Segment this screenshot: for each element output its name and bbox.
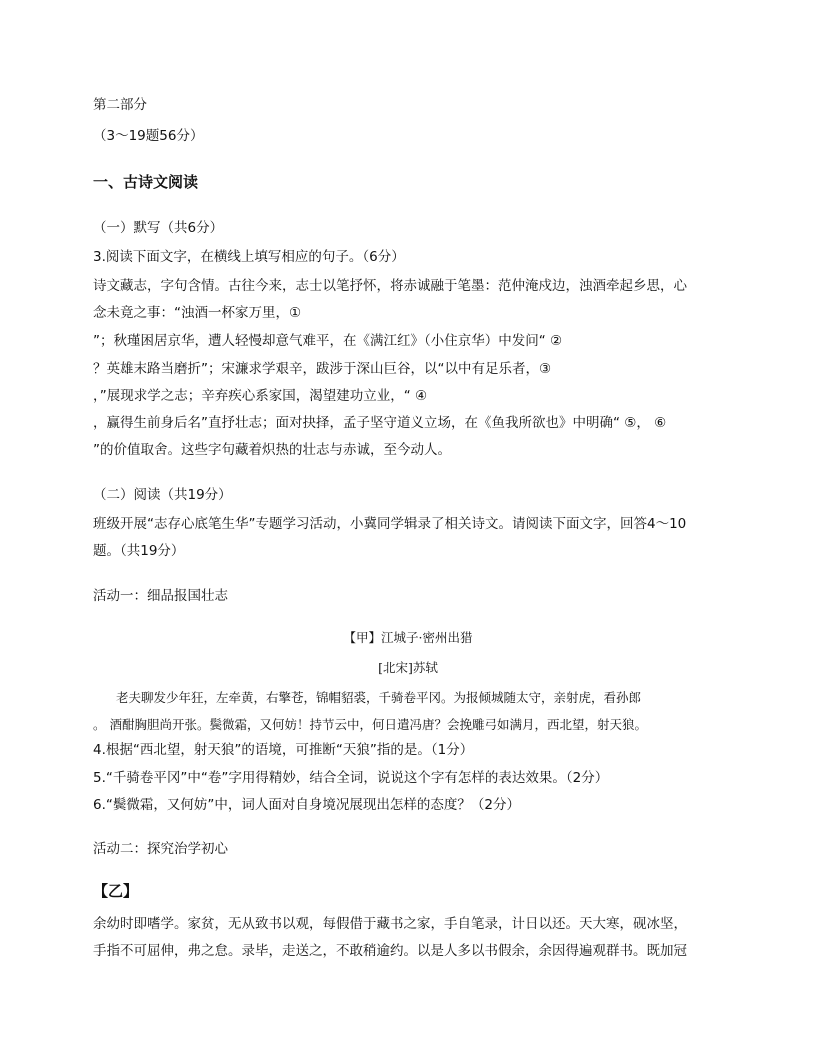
section-heading: 一、古诗文阅读 [93, 173, 199, 191]
part-range: （3～19题56分） [93, 128, 204, 144]
passage-line: 手指不可屈伸，弗之怠。录毕，走送之，不敢稍逾约。以是人多以书假余，余因得遍观群书。既加冠 [93, 943, 687, 959]
dictation-line: 念未竟之事：“浊酒一杯家万里，① [93, 305, 302, 321]
reading-intro: 题。（共19分） [93, 543, 185, 559]
reading-heading: （二）阅读（共19分） [93, 487, 232, 503]
poem-line: 。 酒酣胸胆尚开张。鬓微霜，又何妨！持节云中，何日遣冯唐？会挽雕弓如满月，西北望，射天狼。 [93, 717, 647, 732]
question-4: 4.根据“西北望，射天狼”的语境，可推断“天狼”指的是。（1分） [93, 742, 474, 758]
activity2-title: 活动二：探究治学初心 [93, 841, 228, 857]
activity1-title: 活动一：细品报国壮志 [93, 588, 228, 604]
poem-author: [北宋]苏轼 [378, 660, 438, 675]
question-6: 6.“鬓微霜，又何妨”中，词人面对自身境况展现出怎样的态度？（2分） [93, 797, 520, 813]
dictation-line: ，”展现求学之志；辛弃疾心系家国，渴望建功立业，“ ④ [93, 388, 428, 404]
dictation-heading: （一）默写（共6分） [93, 220, 224, 236]
dictation-line: ”的价值取舍。这些字句藏着炽热的壮志与赤诚，至今动人。 [93, 442, 451, 458]
question-5: 5.“千骑卷平冈”中“卷”字用得精妙，结合全词，说说这个字有怎样的表达效果。（2分） [93, 770, 609, 786]
passage-tag: 【乙】 [93, 882, 139, 900]
dictation-line: 诗文藏志，字句含情。古往今来，志士以笔抒怀，将赤诚融于笔墨：范仲淹戍边，浊酒牵起乡思，心 [93, 278, 687, 294]
dictation-line: ”；秋瑾困居京华，遭人轻慢却意气难平，在《满江红》（小住京华）中发问“ ② [93, 333, 563, 349]
poem-title: 【甲】江城子·密州出猎 [343, 630, 473, 645]
passage-line: 余幼时即嗜学。家贫，无从致书以观，每假借于藏书之家，手自笔录，计日以还。天大寒，砚冰坚， [93, 916, 687, 932]
dictation-line: ？英雄末路当磨折”；宋濂求学艰辛，跋涉于深山巨谷，以“以中有足乐者，③ [93, 361, 552, 377]
dictation-line: 3.阅读下面文字，在横线上填写相应的句子。（6分） [93, 249, 405, 265]
poem-line: 老夫聊发少年狂，左牵黄，右擎苍，锦帽貂裘，千骑卷平冈。为报倾城随太守，亲射虎，看孙郎 [116, 690, 642, 705]
part-title: 第二部分 [93, 97, 147, 113]
dictation-line: ，赢得生前身后名”直抒壮志；面对抉择，孟子坚守道义立场，在《鱼我所欲也》中明确“ ⑤， ⑥ [93, 415, 667, 431]
reading-intro: 班级开展“志存心底笔生华”专题学习活动，小冀同学辑录了相关诗文。请阅读下面文字，回答4～10 [93, 516, 687, 532]
